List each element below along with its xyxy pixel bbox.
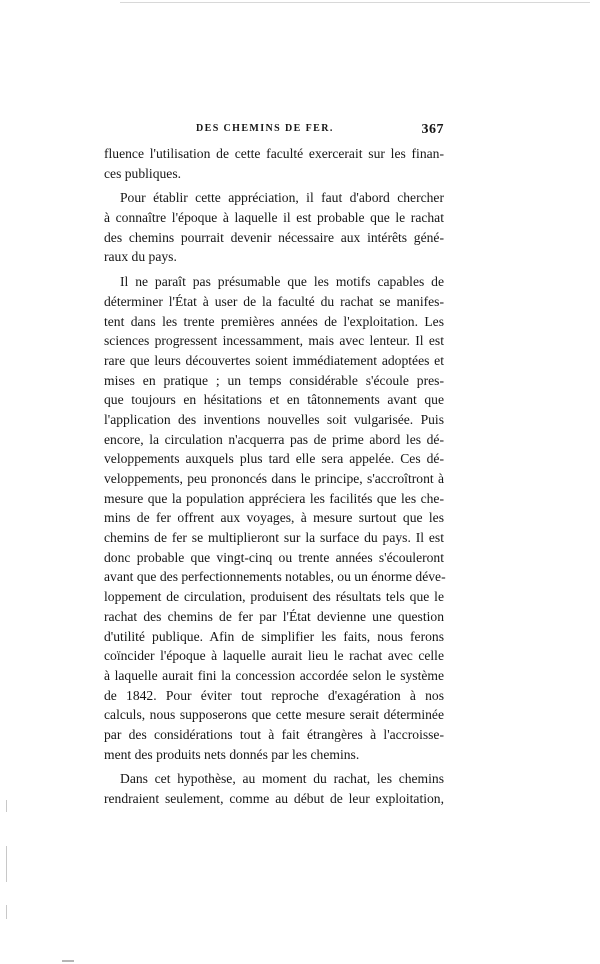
text-line: rachat des chemins de fer par l'État devienne une question — [104, 608, 444, 624]
scan-margin-mark — [6, 905, 7, 919]
body-text — [104, 144, 444, 809]
text-line: fluence l'utilisation de cette faculté exercerait sur les finan- — [104, 146, 444, 161]
running-head: DES CHEMINS DE FER. — [196, 123, 334, 134]
text-line: déterminer l'État à user de la faculté du rachat se manifes- — [104, 293, 444, 309]
text-line: sciences progressent incessamment, mais avec lenteur. Il est — [104, 333, 444, 349]
text-line: coïncider l'époque à laquelle aurait lieu le rachat avec celle — [104, 648, 444, 664]
text-line: raux du pays. — [104, 249, 177, 265]
scan-margin-mark — [6, 846, 7, 882]
text-line: Dans cet hypothèse, au moment du rachat, les chemins — [120, 771, 444, 787]
text-line: rendraient seulement, comme au début de leur exploitation, — [104, 791, 444, 806]
scan-smudge — [62, 960, 74, 962]
paragraph — [104, 144, 444, 183]
text-line: chemins de fer se multiplieront sur la surface du pays. Il est — [104, 530, 444, 546]
text-line: loppement de circulation, produisent des résultats tels que le — [104, 589, 444, 605]
text-line: mises en pratique ; un temps considérable s'écoule pres- — [104, 372, 444, 388]
page-header — [104, 123, 444, 141]
text-line: encore, la circulation n'acquerra pas de prime abord les dé- — [104, 431, 444, 447]
text-line: mins de fer offrent aux voyages, à mesure surtout que les — [104, 510, 444, 526]
text-line: tent dans les trente premières années de l'exploitation. Les — [104, 313, 444, 329]
text-line: avant que des perfectionnements notables, ou un énorme déve- — [104, 569, 446, 585]
paragraph — [104, 188, 444, 267]
text-line: d'utilité publique. Afin de simplifier les faits, nous ferons — [104, 628, 444, 644]
text-line: veloppements auxquels plus tard elle sera appelée. Ces dé- — [104, 451, 444, 467]
text-line: Pour établir cette appréciation, il faut d'abord chercher — [120, 190, 444, 206]
text-line: ces publiques. — [104, 165, 182, 181]
text-line: de 1842. Pour éviter tout reproche d'exagération à nos — [104, 687, 444, 703]
text-line: mesure que la population appréciera les facilités que les che- — [104, 490, 444, 506]
text-line: ment des produits nets donnés par les chemins. — [104, 746, 360, 762]
paragraph — [104, 272, 444, 764]
text-line: Il ne paraît pas présumable que les motifs capables de — [120, 274, 444, 290]
text-line: calculs, nous supposerons que cette mesure serait déterminée — [104, 707, 444, 723]
text-line: veloppements, peu prononcés dans le principe, s'accroîtront à — [104, 471, 444, 486]
text-line: rare que leurs découvertes soient immédiatement adoptées et — [104, 352, 444, 368]
paragraph — [104, 769, 444, 808]
scan-edge-line — [120, 2, 590, 3]
text-line: des chemins pourrait devenir nécessaire aux intérêts géné- — [104, 229, 444, 245]
text-line: par des considérations tout à fait étrangères à l'accroisse- — [104, 726, 444, 742]
scan-margin-mark — [6, 800, 7, 812]
text-line: l'application des inventions nouvelles soit vulgarisée. Puis — [104, 411, 444, 427]
text-line: à laquelle aurait fini la concession accordée selon le système — [104, 667, 444, 683]
page-number: 367 — [421, 122, 444, 137]
text-line: à connaître l'époque à laquelle il est probable que le rachat — [104, 210, 444, 226]
text-line: donc probable que vingt-cinq ou trente années s'écouleront — [104, 549, 444, 565]
text-line: que toujours en hésitations et en tâtonnements avant que — [104, 392, 444, 408]
